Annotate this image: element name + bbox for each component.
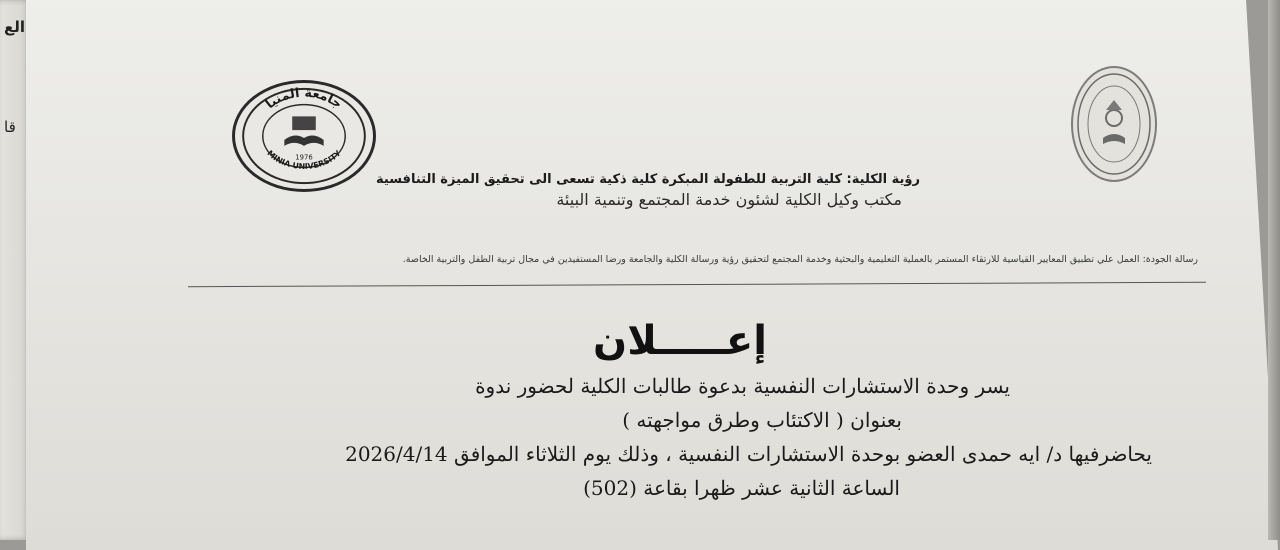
quality-mission: رسالة الجودة: العمل علي تطبيق المعايير القياسية للارتقاء المستمر بالعملية التعليمية والبحثية وخدمة المجتمع لتحقيق رؤية ورسالة الكلية والجامعة ورضا المستفيدين في مجال تربية الطفل والتربية الخاصة.	[402, 254, 1198, 265]
faculty-vision: رؤية الكلية: كلية التربية للطفولة المبكرة كلية ذكية تسعى الى تحقيق الميزة التنافسية	[376, 172, 920, 187]
faculty-emblem-icon	[1073, 68, 1155, 180]
office-heading: مكتب وكيل الكلية لشئون خدمة المجتمع وتنمية البيئة	[556, 190, 902, 209]
seal-arabic-text: جامعة المنيا	[262, 85, 345, 113]
announcement-line: يسر وحدة الاستشارات النفسية بدعوة طالبات الكلية لحضور ندوة	[475, 374, 1010, 398]
adjacent-page-fragment: الع	[4, 18, 26, 36]
adjacent-page-fragment: قا	[4, 118, 16, 136]
svg-text:جامعة المنيا	[263, 86, 345, 112]
adjacent-page	[0, 0, 30, 540]
seal-year-text: 1976	[295, 153, 313, 162]
announcement-title: إعـــــلان	[593, 318, 767, 364]
seal-english-text: MINIA UNIVERSITY	[265, 148, 343, 171]
announcement-line: الساعة الثانية عشر ظهرا بقاعة (502)	[583, 476, 900, 500]
faculty-seal	[1071, 66, 1157, 182]
announcement-line: يحاضرفيها د/ ايه حمدى العضو بوحدة الاستشارات النفسية ، وذلك يوم الثلاثاء الموافق 2026/4/14	[345, 442, 1152, 466]
announcement-line: بعنوان ( الاكتئاب وطرق مواجهته )	[622, 408, 902, 432]
desk-edge	[1268, 0, 1280, 540]
